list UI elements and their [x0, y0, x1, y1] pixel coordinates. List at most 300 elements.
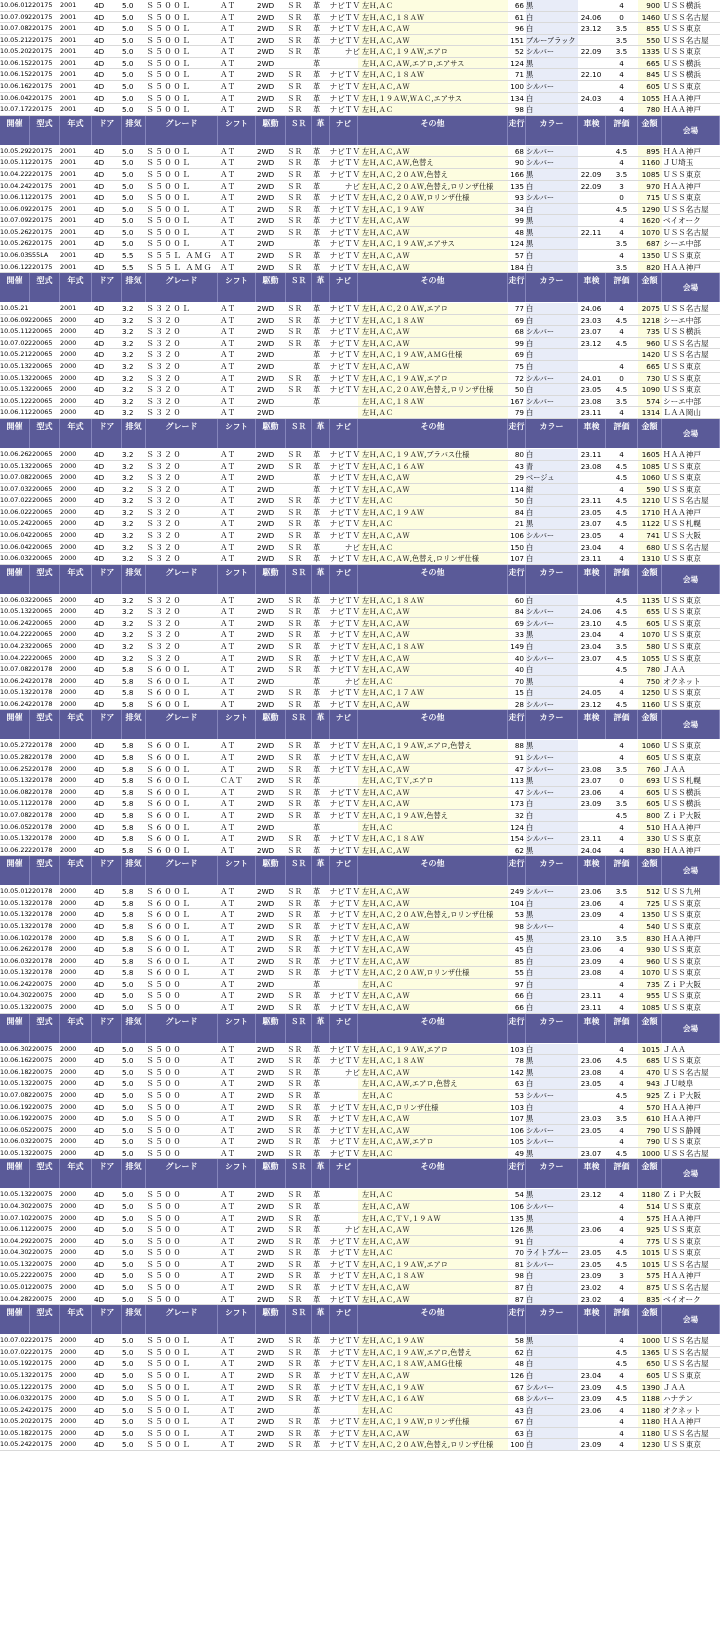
cell-year: 2000: [60, 1417, 77, 1426]
cell-km: 107: [510, 1114, 524, 1124]
cell-shift: ＡＴ: [220, 158, 236, 168]
header-date: 開催: [0, 1159, 30, 1188]
cell-leather: 革: [313, 898, 321, 908]
cell-navi: ナビＴＶ: [329, 315, 360, 325]
cell-leather: 革: [313, 1382, 321, 1392]
cell-color: シルバー: [526, 699, 555, 709]
header-date: 開催: [0, 856, 30, 885]
cell-disp: 3.2: [122, 630, 134, 640]
cell-date: 10.05.11: [0, 327, 28, 336]
cell-other: 左Ｈ,ＡＣ,１９ＡＷ,エアロ: [362, 1044, 448, 1054]
cell-price: 680: [646, 542, 660, 552]
cell-other: 左Ｈ,ＡＣ,１９ＡＷ,エアロ: [362, 47, 448, 57]
table-row: [0, 1213, 720, 1225]
cell-grade: Ｓ６００Ｌ: [146, 910, 191, 920]
cell-grade2: 4.5: [615, 204, 628, 214]
cell-drive: 2WD: [257, 35, 275, 45]
cell-km: 90: [514, 158, 524, 168]
header-venue: 会場: [662, 710, 720, 739]
cell-repair: 23.11: [580, 991, 602, 1001]
cell-disp: 3.2: [122, 554, 134, 564]
cell-sr: ＳＲ: [287, 764, 303, 774]
cell-drive: 2WD: [257, 1259, 275, 1269]
table-row: [0, 944, 720, 956]
cell-drive: 2WD: [257, 968, 275, 978]
cell-km: 124: [510, 239, 524, 249]
header-repair: 車検: [578, 1159, 606, 1188]
cell-grade2: 4: [619, 1225, 624, 1235]
table-row: [0, 384, 720, 396]
cell-year: 2000: [60, 1044, 77, 1053]
cell-km: 87: [514, 1283, 524, 1293]
cell-repair: 23.06: [580, 1405, 602, 1415]
cell-grade: Ｓ３２０: [146, 338, 182, 348]
cell-drive: 2WD: [257, 688, 275, 698]
header-navi: ナビ: [330, 1159, 358, 1188]
cell-price: 605: [646, 787, 660, 797]
table-row: [0, 1055, 720, 1067]
cell-disp: 5.5: [122, 250, 134, 260]
cell-drive: 2WD: [257, 845, 275, 855]
cell-other: 左Ｈ,ＡＣ: [362, 105, 394, 115]
header-date: 開催: [0, 273, 30, 302]
cell-grade: Ｓ６００Ｌ: [146, 699, 191, 709]
cell-disp: 5.0: [122, 93, 134, 103]
cell-year: 2001: [60, 158, 77, 167]
table-header: [0, 1014, 720, 1044]
cell-other: 左Ｈ,ＡＣ,ＡＷ: [362, 1294, 410, 1304]
cell-year: 2000: [60, 1056, 77, 1065]
cell-drive: 2WD: [257, 12, 275, 22]
cell-navi: ナビＴＶ: [329, 146, 360, 156]
cell-color: 黒: [526, 1067, 534, 1077]
cell-repair: 24.04: [580, 845, 602, 855]
cell-price: 1180: [641, 1405, 660, 1415]
cell-grade2: 4: [619, 1137, 624, 1147]
cell-date: 10.05.13: [0, 898, 28, 907]
cell-drive: 2WD: [257, 1067, 275, 1077]
header-grade: グレード: [146, 1305, 218, 1334]
cell-venue: ＵＳＳ名古屋: [663, 12, 709, 22]
cell-year: 2000: [60, 385, 77, 394]
cell-model: 220065: [28, 530, 53, 539]
cell-door: 4D: [94, 24, 105, 34]
cell-navi: ナビＴＶ: [329, 250, 360, 260]
cell-date: 10.06.11: [0, 408, 28, 417]
cell-color: 黒: [526, 845, 534, 855]
header-color: カラー: [526, 419, 578, 448]
cell-other: 左Ｈ,ＡＣ,ＡＷ: [362, 1067, 410, 1077]
cell-venue: ハナテン: [663, 1394, 693, 1404]
cell-door: 4D: [94, 834, 105, 844]
cell-model: 220175: [28, 47, 53, 56]
cell-price: 687: [646, 239, 660, 249]
cell-disp: 5.8: [122, 799, 134, 809]
cell-shift: ＡＴ: [220, 1067, 236, 1077]
table-row: [0, 484, 720, 496]
cell-km: 81: [514, 1259, 524, 1269]
cell-repair: 23.09: [580, 1271, 602, 1281]
cell-price: 1180: [641, 1417, 660, 1427]
cell-color: 白: [526, 93, 534, 103]
cell-date: 10.07.03: [0, 484, 28, 493]
cell-year: 2000: [60, 822, 77, 831]
cell-venue: ＵＳＳ東京: [663, 24, 701, 34]
cell-grade2: 4: [619, 753, 624, 763]
cell-model: 220175: [28, 193, 53, 202]
cell-leather: 革: [313, 1236, 321, 1246]
cell-leather: 革: [313, 1044, 321, 1054]
cell-other: 左Ｈ,ＡＣ,１９ＡＷ: [362, 1336, 425, 1346]
cell-km: 166: [510, 169, 524, 179]
cell-door: 4D: [94, 741, 105, 751]
cell-venue: ＵＳＳ東京: [663, 1248, 701, 1258]
cell-drive: 2WD: [257, 887, 275, 897]
cell-km: 103: [510, 1044, 524, 1054]
cell-venue: ＨＡＡ神戸: [663, 507, 701, 517]
cell-venue: ＵＳＳ東京: [663, 1236, 701, 1246]
cell-grade2: 4.5: [615, 507, 628, 517]
cell-shift: ＡＴ: [220, 1079, 236, 1089]
cell-grade: Ｓ３２０: [146, 630, 182, 640]
cell-grade: Ｓ５００: [146, 1148, 182, 1158]
cell-drive: 2WD: [257, 1359, 275, 1369]
cell-grade2: 4: [619, 1079, 624, 1089]
cell-model: 220065: [28, 408, 53, 417]
table-row: [0, 752, 720, 764]
cell-model: 220075: [28, 1137, 53, 1146]
cell-venue: ＵＳＳ東京: [663, 1056, 701, 1066]
cell-venue: ＵＳＳ東京: [663, 385, 701, 395]
cell-year: 2000: [60, 753, 77, 762]
table-header: [0, 565, 720, 595]
table-row: [0, 1136, 720, 1148]
cell-grade: Ｓ５００Ｌ: [146, 193, 191, 203]
cell-date: 10.07.02: [0, 1336, 28, 1345]
cell-repair: 22.10: [580, 70, 602, 80]
cell-year: 2000: [60, 1067, 77, 1076]
cell-color: 黒: [526, 70, 534, 80]
table-row: [0, 315, 720, 327]
cell-price: 1085: [641, 169, 660, 179]
cell-disp: 5.8: [122, 810, 134, 820]
cell-drive: 2WD: [257, 350, 275, 360]
cell-other: 左Ｈ,ＡＣ,２０ＡＷ,色替え,ロリンザ仕様: [362, 910, 494, 920]
cell-disp: 5.0: [122, 1225, 134, 1235]
cell-leather: 革: [313, 933, 321, 943]
cell-leather: 革: [313, 385, 321, 395]
cell-sr: ＳＲ: [287, 35, 303, 45]
cell-venue: ＵＳＳ九州: [663, 887, 701, 897]
cell-leather: 革: [313, 461, 321, 471]
table-row: [0, 606, 720, 618]
cell-model: 220075: [28, 1294, 53, 1303]
cell-leather: 革: [313, 922, 321, 931]
cell-venue: ＵＳＳ大阪: [663, 530, 701, 540]
cell-leather: 革: [313, 70, 321, 80]
cell-navi: ナビＴＶ: [329, 753, 360, 763]
cell-shift: ＡＴ: [220, 385, 236, 395]
cell-venue: ＨＡＡ神戸: [663, 933, 701, 943]
table-row: [0, 1335, 720, 1347]
cell-venue: ＵＳＳ名古屋: [663, 1259, 709, 1269]
cell-year: 2000: [60, 642, 77, 651]
cell-price: 930: [646, 945, 660, 955]
cell-leather: 革: [313, 1405, 321, 1415]
cell-drive: 2WD: [257, 1248, 275, 1258]
cell-year: 2000: [60, 507, 77, 516]
cell-venue: ＵＳＳ東京: [663, 968, 701, 978]
cell-year: 2000: [60, 979, 77, 988]
cell-grade2: 4.5: [615, 1382, 628, 1392]
cell-date: 10.05.27: [0, 741, 28, 750]
header-grade: グレード: [146, 1159, 218, 1188]
cell-grade2: 4: [619, 945, 624, 955]
cell-drive: 2WD: [257, 93, 275, 103]
header-shift: シフト: [218, 710, 256, 739]
cell-grade: Ｓ６００Ｌ: [146, 968, 191, 978]
cell-other: 左Ｈ,ＡＣ,１６ＡＷ: [362, 461, 425, 471]
cell-date: 10.07.08: [0, 24, 28, 33]
cell-color: 白: [526, 1294, 534, 1304]
cell-other: 左Ｈ,ＡＣ,１９ＡＷ,エアロ,色替え: [362, 1347, 472, 1357]
cell-venue: ＵＳＳ東京: [663, 373, 701, 383]
cell-shift: ＡＴ: [220, 1405, 236, 1415]
cell-model: 220178: [28, 665, 53, 674]
cell-venue: ＵＳＳ東京: [663, 362, 701, 372]
header-model: 型式: [30, 710, 60, 739]
cell-door: 4D: [94, 887, 105, 897]
cell-km: 126: [510, 1225, 524, 1235]
header-year: 年式: [60, 1159, 92, 1188]
cell-drive: 2WD: [257, 239, 275, 249]
cell-color: 白: [526, 810, 534, 820]
cell-other: 左Ｈ,ＡＣ,１８ＡＷ: [362, 834, 425, 844]
cell-drive: 2WD: [257, 979, 275, 989]
cell-km: 124: [510, 58, 524, 68]
cell-venue: ＵＳＳ名古屋: [663, 35, 709, 45]
cell-km: 88: [514, 741, 524, 751]
cell-price: 605: [646, 82, 660, 92]
cell-other: 左Ｈ,ＡＣ: [362, 1148, 394, 1158]
cell-grade: Ｓ５００: [146, 1271, 182, 1281]
cell-shift: ＡＴ: [220, 216, 236, 226]
cell-leather: 革: [313, 1190, 321, 1200]
table-row: [0, 93, 720, 105]
cell-drive: 2WD: [257, 1137, 275, 1147]
cell-price: 1085: [641, 461, 660, 471]
cell-leather: 革: [313, 24, 321, 34]
cell-color: 白: [526, 507, 534, 517]
cell-door: 4D: [94, 473, 105, 483]
cell-color: 白: [526, 1271, 534, 1281]
cell-price: 1055: [641, 653, 660, 663]
cell-date: 10.05.13: [0, 461, 28, 470]
cell-sr: ＳＲ: [287, 910, 303, 920]
header-venue: 会場: [662, 1305, 720, 1334]
cell-grade: Ｓ５５Ｌ ＡＭＧ: [146, 250, 213, 260]
table-row: [0, 886, 720, 898]
cell-other: 左Ｈ,ＡＣ: [362, 496, 394, 506]
cell-drive: 2WD: [257, 1417, 275, 1427]
cell-other: 左Ｈ,ＡＣ,１７ＡＷ: [362, 688, 425, 698]
cell-price: 605: [646, 753, 660, 763]
cell-grade2: 4.5: [615, 1347, 628, 1357]
cell-km: 58: [514, 1336, 524, 1346]
cell-door: 4D: [94, 82, 105, 92]
cell-drive: 2WD: [257, 507, 275, 517]
cell-leather: 革: [313, 887, 321, 897]
cell-venue: シーエ中部: [663, 239, 701, 249]
cell-km: 77: [514, 304, 524, 314]
cell-leather: 革: [313, 1125, 321, 1135]
cell-venue: ＨＡＡ神戸: [663, 105, 701, 115]
table-row: [0, 530, 720, 542]
cell-disp: 5.0: [122, 979, 134, 989]
header-km: 走行: [508, 1014, 526, 1043]
cell-disp: 5.0: [122, 1283, 134, 1293]
cell-other: 左Ｈ,ＡＣ,２０ＡＷ,色替え,ロリンザ仕様: [362, 1440, 494, 1450]
cell-disp: 5.0: [122, 1067, 134, 1077]
cell-sr: ＳＲ: [287, 193, 303, 203]
cell-grade: Ｓ３２０: [146, 607, 182, 617]
cell-other: 左Ｈ,ＡＣ,１８ＡＷ: [362, 642, 425, 652]
table-header: [0, 1159, 720, 1189]
cell-sr: ＳＲ: [287, 1102, 303, 1112]
cell-grade2: 4.5: [615, 1056, 628, 1066]
cell-grade: Ｓ６００Ｌ: [146, 665, 191, 675]
cell-year: 2000: [60, 1370, 77, 1379]
cell-date: 10.05.28: [0, 753, 28, 762]
cell-year: 2000: [60, 1336, 77, 1345]
cell-venue: ＵＳＳ東京: [663, 595, 701, 605]
cell-other: 左Ｈ,ＡＣ,１８ＡＷ: [362, 396, 425, 406]
cell-sr: ＳＲ: [287, 1359, 303, 1369]
cell-drive: 2WD: [257, 1125, 275, 1135]
cell-navi: ナビＴＶ: [329, 630, 360, 640]
cell-navi: ナビＴＶ: [329, 810, 360, 820]
header-leather: 革: [312, 565, 330, 594]
table-row: [0, 361, 720, 373]
cell-navi: ナビＴＶ: [329, 764, 360, 774]
cell-grade: Ｓ５００Ｌ: [146, 146, 191, 156]
table-row: [0, 1382, 720, 1394]
cell-date: 10.05.18: [0, 1428, 28, 1437]
table-row: [0, 822, 720, 834]
cell-grade2: 4: [619, 1370, 624, 1380]
cell-shift: ＡＴ: [220, 373, 236, 383]
header-km: 走行: [508, 116, 526, 145]
cell-grade2: 4: [619, 408, 624, 418]
cell-date: 10.05.12: [0, 1382, 28, 1391]
cell-navi: ナビＴＶ: [329, 204, 360, 214]
cell-grade: Ｓ６００Ｌ: [146, 799, 191, 809]
cell-price: 875: [646, 1283, 660, 1293]
header-grade2: 評価: [606, 116, 638, 145]
cell-venue: ＨＡＡ神戸: [663, 1102, 701, 1112]
cell-grade2: 4: [619, 787, 624, 797]
cell-disp: 3.2: [122, 396, 134, 406]
cell-disp: 3.2: [122, 530, 134, 540]
cell-model: 220178: [28, 910, 53, 919]
cell-grade: Ｓ３２０: [146, 385, 182, 395]
cell-door: 4D: [94, 1417, 105, 1427]
cell-date: 10.05.26: [0, 227, 28, 236]
cell-price: 790: [646, 1125, 660, 1135]
cell-venue: ＺｉＰ大阪: [663, 810, 701, 820]
cell-grade2: 3.5: [615, 642, 628, 652]
cell-date: 10.05.13: [0, 1079, 28, 1088]
header-other: その他: [358, 419, 508, 448]
cell-disp: 5.0: [122, 239, 134, 249]
header-model: 型式: [30, 856, 60, 885]
cell-disp: 5.0: [122, 1259, 134, 1269]
cell-venue: ＵＳＳ横浜: [663, 799, 701, 809]
cell-door: 4D: [94, 1428, 105, 1438]
cell-grade2: 4: [619, 1405, 624, 1415]
cell-year: 2000: [60, 676, 77, 685]
cell-navi: ナビＴＶ: [329, 1428, 360, 1438]
cell-disp: 3.2: [122, 449, 134, 459]
cell-grade: Ｓ６００Ｌ: [146, 787, 191, 797]
header-price: 金額: [638, 273, 662, 302]
cell-door: 4D: [94, 373, 105, 383]
header-disp: 排気: [122, 565, 146, 594]
cell-sr: ＳＲ: [287, 507, 303, 517]
table-row: [0, 1002, 720, 1014]
header-door: ドア: [92, 419, 122, 448]
cell-other: 左Ｈ,ＡＣ,ＡＷ: [362, 630, 410, 640]
cell-sr: ＳＲ: [287, 519, 303, 529]
table-row: [0, 449, 720, 461]
cell-grade: Ｓ５００: [146, 1213, 182, 1223]
cell-price: 470: [646, 1067, 660, 1077]
table-row: [0, 1113, 720, 1125]
cell-model: 220178: [28, 787, 53, 796]
cell-price: 925: [646, 1090, 660, 1100]
cell-disp: 5.8: [122, 910, 134, 920]
cell-grade2: 4: [619, 1102, 624, 1112]
cell-shift: ＡＴ: [220, 991, 236, 1001]
cell-other: 左Ｈ,ＡＣ,ＡＷ: [362, 607, 410, 617]
cell-leather: 革: [313, 799, 321, 809]
header-year: 年式: [60, 1014, 92, 1043]
cell-shift: ＡＴ: [220, 1236, 236, 1246]
cell-km: 53: [514, 1090, 524, 1100]
cell-door: 4D: [94, 630, 105, 640]
cell-other: 左Ｈ,ＡＣ,ＡＷ,色替え,ロリンザ仕様: [362, 554, 479, 564]
cell-year: 2000: [60, 887, 77, 896]
cell-km: 134: [510, 93, 524, 103]
cell-shift: ＡＴ: [220, 1090, 236, 1100]
cell-date: 10.06.24: [0, 979, 28, 988]
cell-sr: ＳＲ: [287, 24, 303, 34]
table-row: [0, 215, 720, 227]
table-row: [0, 407, 720, 419]
cell-price: 800: [646, 810, 660, 820]
cell-grade: Ｓ３２０: [146, 461, 182, 471]
cell-navi: ナビＴＶ: [329, 473, 360, 483]
cell-navi: ナビＴＶ: [329, 1125, 360, 1135]
cell-door: 4D: [94, 204, 105, 214]
cell-model: 220175: [28, 1428, 53, 1437]
cell-price: 925: [646, 1225, 660, 1235]
cell-year: 2000: [60, 1090, 77, 1099]
cell-leather: 革: [313, 979, 321, 989]
cell-grade2: 0: [619, 193, 624, 203]
header-drive: 駆動: [256, 116, 286, 145]
cell-disp: 5.0: [122, 58, 134, 68]
